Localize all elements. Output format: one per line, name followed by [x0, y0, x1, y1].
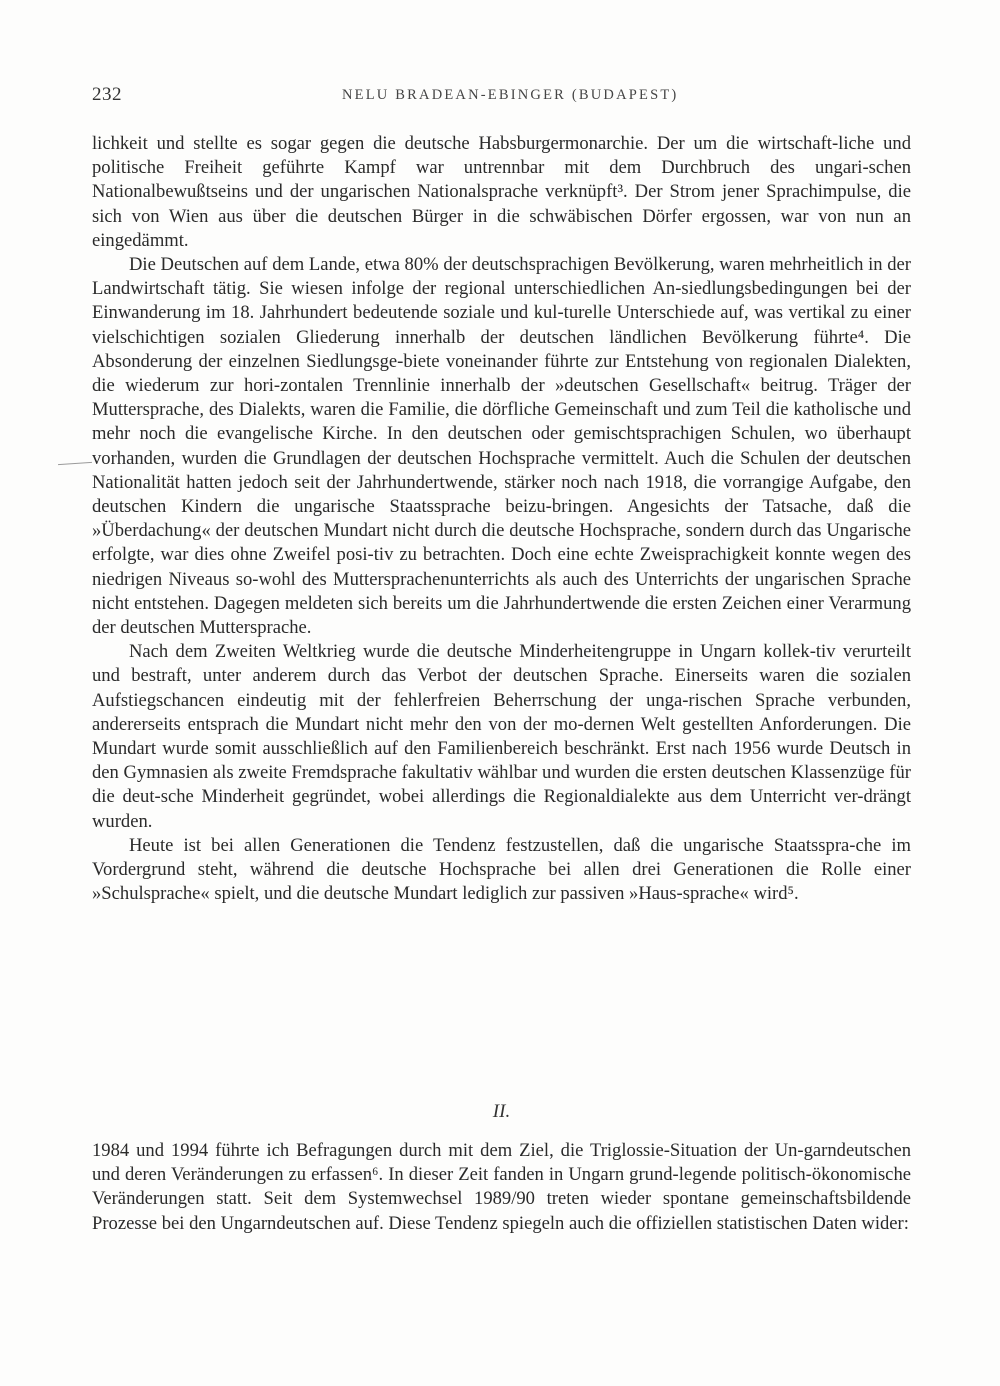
running-head: NELU BRADEAN-EBINGER (BUDAPEST)	[342, 87, 679, 103]
page-header	[92, 84, 912, 112]
paragraph: lichkeit und stellte es sogar gegen die deutsche Habsburgermonarchie. Der um die wirtschaft-liche und politische Freiheit geführte Kampf war untrennbar mit dem Durchbruch des ungari-schen Nationalbewußtseins und der ungarischen Nationalsprache verknüpft³. Der Strom jener Sprachimpulse, die sich von Wien aus über die deutschen Bürger in die schwäbischen Dörfer ergossen, war von nun an eingedämmt.	[92, 133, 911, 251]
paragraph: Heute ist bei allen Generationen die Tendenz festzustellen, daß die ungarische Staatsspra-che im Vordergrund steht, während die deutsche Hochsprache bei allen drei Generationen die Rolle einer »Schulsprache« spielt, und die deutsche Mundart lediglich zur passiven »Haus-sprache« wird⁵.	[92, 834, 911, 905]
pencil-margin-mark	[58, 462, 92, 465]
paragraph: Die Deutschen auf dem Lande, etwa 80% der deutschsprachigen Bevölkerung, waren mehrheitlich in der Landwirtschaft tätig. Sie wiesen infolge der regional unterschiedlichen An-siedlungsbedingungen bei der Einwanderung im 18. Jahrhundert bedeutende soziale und kul-turelle Unterschiede auf, was vertikal zu einer vielschichtigen sozialen Gliederung innerhalb der deutschen ländlichen Bevölkerung führte⁴. Die Absonderung der einzelnen Siedlungsge-biete voneinander führte zur Entstehung von regionalen Dialekten, die wiederum zur hori-zontalen Trennlinie innerhalb der »deutschen Gesellschaft« beitrug. Träger der Muttersprache, des Dialekts, waren die Familie, die dörfliche Gemeinschaft und zum Teil die katholische und mehr noch die evangelische Kirche. In den deutschen oder gemischtsprachigen Schulen, wo überhaupt vorhanden, wurden die Grundlagen der deutschen Hochsprache vermittelt. Auch die Schulen der deutschen Nationalität hatten jedoch seit der Jahrhundertwende, stärker noch nach 1918, die vorrangige Aufgabe, den deutschen Kindern die ungarische Staatssprache beizu-bringen. Angesichts der Tatsache, daß die »Überdachung« der deutschen Mundart nicht durch die deutsche Hochsprache, sondern durch das Ungarische erfolgte, war dies ohne Zweifel posi-tiv zu betrachten. Doch eine echte Zweisprachigkeit konnte wegen des niedrigen Niveaus so-wohl des Muttersprachenunterrichts als auch des Unterrichts der ungarischen Sprache nicht entstehen. Dagegen meldeten sich bereits um die Jahrhundertwende die ersten Zeichen einer Verarmung der deutschen Muttersprache.	[92, 254, 911, 639]
section-heading: II.	[492, 1101, 511, 1122]
paragraph: 1984 und 1994 führte ich Befragungen durch mit dem Ziel, die Triglossie-Situation der Un-garndeutschen und deren Veränderungen zu erfassen⁶. In dieser Zeit fanden in Ungarn grund-legende politisch-ökonomische Veränderungen statt. Seit dem Systemwechsel 1989/90 treten wieder spontane gemeinschaftsbildende Prozesse bei den Ungarndeutschen auf. Diese Tendenz spiegeln auch die offiziellen statistischen Daten wider:	[92, 1140, 911, 1234]
paragraph: Nach dem Zweiten Weltkrieg wurde die deutsche Minderheitengruppe in Ungarn kollek-tiv verurteilt und bestraft, unter anderem durch das Verbot der deutschen Sprache. Einerseits waren die sozialen Aufstiegschancen eindeutig mit der fehlerfreien Beherrschung der unga-rischen Sprache verbunden, andererseits entsprach die Mundart nicht mehr den von der mo-dernen Welt gestellten Anforderungen. Die Mundart wurde somit ausschließlich auf den Familienbereich beschränkt. Erst nach 1956 wurde Deutsch in den Gymnasien als zweite Fremdsprache fakultativ wählbar und wurden die ersten deutschen Klassenzüge für die deut-sche Minderheit gegründet, wobei allerdings die Regionaldialekte aus dem Unterricht ver-drängt wurden.	[92, 641, 911, 832]
section-body	[92, 1139, 911, 1236]
page-number: 232	[92, 84, 122, 105]
body-text	[92, 132, 911, 907]
